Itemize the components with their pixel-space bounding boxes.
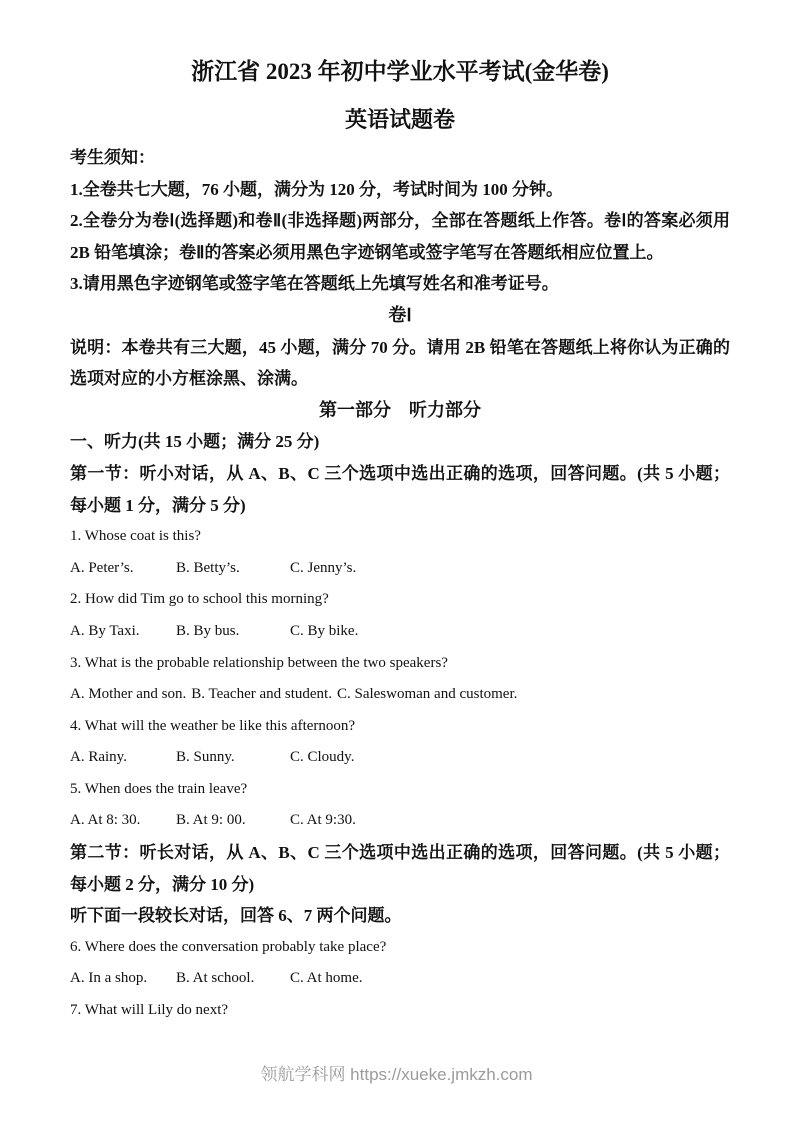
paper1-header: 卷Ⅰ	[388, 304, 412, 325]
question-6-option-c: C. At home.	[290, 970, 363, 987]
section2-intro: 第二节：听长对话，从 A、B、C 三个选项中选出正确的选项，回答问题。(共 5 小题；每小题 2 分，满分 10 分)	[70, 843, 730, 894]
question-1-text: 1. Whose coat is this?	[70, 528, 201, 545]
question-6-option-a: A. In a shop.	[70, 970, 148, 987]
question-4-options	[70, 742, 730, 774]
question-6-options	[70, 963, 730, 995]
question-5-option-a: A. At 8: 30.	[70, 812, 141, 829]
question-2-option-b: B. By bus.	[176, 622, 240, 639]
question-3-options	[70, 679, 730, 711]
question-3-option-a: A. Mother and son.	[70, 686, 187, 703]
notice-header: 考生须知：	[70, 148, 155, 167]
question-4-option-a: A. Rainy.	[70, 749, 127, 766]
exam-subtitle: 英语试题卷	[344, 107, 455, 132]
question-2-option-c: C. By bike.	[290, 622, 359, 639]
notice-item-1: 1.全卷共七大题，76 小题，满分为 120 分，考试时间为 100 分钟。	[70, 179, 563, 199]
exam-title: 浙江省 2023 年初中学业水平考试(金华卷)	[191, 59, 609, 84]
question-1-option-a: A. Peter’s.	[70, 559, 134, 576]
paper1-note: 说明：本卷共有三大题，45 小题，满分 70 分。请用 2B 铅笔在答题纸上将你认为正确的选项对应的小方框涂黑、涂满。	[70, 337, 730, 389]
question-1-options	[70, 553, 730, 585]
question-2-option-a: A. By Taxi.	[70, 622, 140, 639]
notice-item-2: 2.全卷分为卷Ⅰ(选择题)和卷Ⅱ(非选择题)两部分，全部在答题纸上作答。卷Ⅰ的答案必须用 2B 铅笔填涂；卷Ⅱ的答案必须用黑色字迹钢笔或签字笔写在答题纸相应位置上。	[70, 211, 730, 262]
watermark-footer: 领航学科网 https://xueke.jmkzh.com	[260, 1065, 533, 1084]
question-1-option-c: C. Jenny’s.	[290, 559, 357, 576]
question-2-text: 2. How did Tim go to school this morning?	[70, 591, 329, 608]
question-2-options	[70, 616, 730, 648]
question-3-text: 3. What is the probable relationship between the two speakers?	[70, 654, 448, 671]
notice-item-3: 3.请用黑色字迹钢笔或签字笔在答题纸上先填写姓名和准考证号。	[70, 274, 559, 294]
listening-title: 一、听力(共 15 小题；满分 25 分)	[70, 432, 320, 452]
question-4-option-c: C. Cloudy.	[290, 749, 355, 766]
question-4-option-b: B. Sunny.	[176, 749, 235, 766]
question-7-text: 7. What will Lily do next?	[70, 1002, 229, 1019]
question-5-option-c: C. At 9:30.	[290, 812, 356, 829]
question-4-text: 4. What will the weather be like this afternoon?	[70, 717, 356, 734]
question-5-option-b: B. At 9: 00.	[176, 812, 246, 829]
question-5-text: 5. When does the train leave?	[70, 780, 248, 797]
question-3-option-c: C. Saleswoman and customer.	[336, 686, 518, 703]
part1-header: 第一部分 听力部分	[319, 399, 481, 420]
section1-intro: 第一节：听小对话，从 A、B、C 三个选项中选出正确的选项，回答问题。(共 5 小题；每小题 1 分，满分 5 分)	[70, 463, 730, 515]
question-6-option-b: B. At school.	[176, 970, 255, 987]
question-6-text: 6. Where does the conversation probably take place?	[70, 938, 387, 955]
dialog1-note: 听下面一段较长对话，回答 6、7 两个问题。	[70, 906, 402, 926]
question-5-options	[70, 805, 730, 837]
question-1-option-b: B. Betty’s.	[176, 559, 240, 576]
question-3-option-b: B. Teacher and student.	[191, 686, 332, 703]
